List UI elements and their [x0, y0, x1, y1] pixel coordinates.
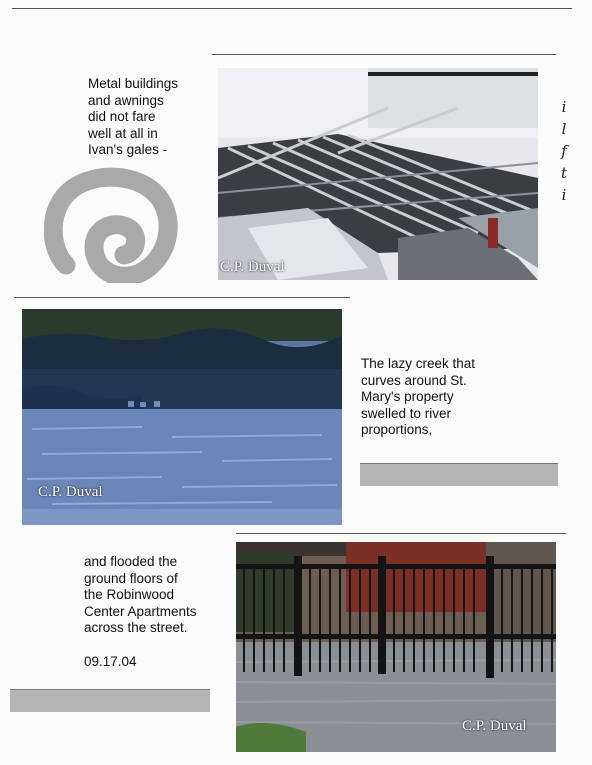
lower-rule	[236, 533, 566, 534]
caption-lazy-creek: The lazy creek that curves around St. Mary's property swelled to river proportions,	[361, 356, 476, 437]
handwritten-margin-note: i l f t i	[560, 98, 568, 204]
spiral-decoration	[44, 165, 178, 283]
caption-metal-buildings: Metal buildings and awnings did not fare well at all in Ivan's gales -	[88, 76, 179, 157]
photo-collapsed-building	[218, 68, 538, 280]
top-rule	[12, 8, 572, 9]
gray-strip-left	[10, 689, 210, 712]
middle-rule	[14, 297, 350, 298]
caption-flooded-floors: and flooded the ground floors of the Robinwood Center Apartments across the street.	[84, 554, 197, 635]
photo-credit-fence: C.P. Duval	[462, 718, 527, 734]
photo-credit-creek: C.P. Duval	[38, 484, 103, 500]
gray-strip-right	[360, 463, 558, 486]
date-label: 09.17.04	[84, 654, 137, 669]
photo-credit-building: C.P. Duval	[220, 259, 285, 275]
upper-photo-rule	[212, 54, 556, 55]
